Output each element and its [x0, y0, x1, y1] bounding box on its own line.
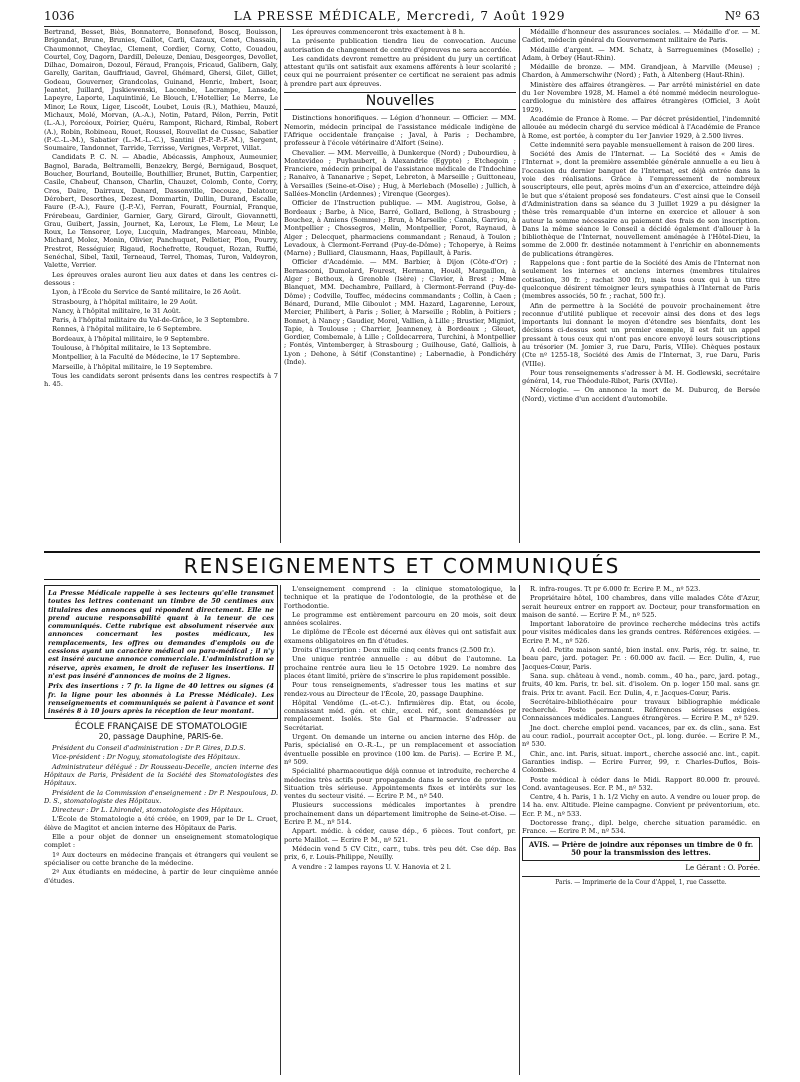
- exam-center: Lyon, à l'École du Service de Santé militaire, le 26 Août.: [52, 288, 241, 297]
- oral-intro: Les épreuves orales auront lieu aux dates et dans les centres ci-dessous :: [44, 270, 278, 287]
- intro-paragraph: Les épreuves commenceront très exactement à 8 h.: [292, 28, 466, 36]
- staff-line: Directeur : Dr L. Lhirondel, stomatologiste des Hôpitaux.: [52, 806, 244, 815]
- ad-paragraph: Pour tous renseignements, s'adresser tous les matins et sur rendez-vous au Directeur de l'École, 20, passage Dauphine.: [284, 681, 516, 698]
- section-heading-nouvelles: Nouvelles: [284, 92, 516, 110]
- notice-text: La Presse Médicale rappelle à ses lecteurs qu'elle transmet toutes les lettres contenant un timbre de 50 centimes aux titulaires des annonces qui répondent directement. Elle ne prend aucune responsabilité quant à la teneur de ces communiqués. Cette rubrique est absolument réservée aux annonces concernant les postes médicaux, les remplacements, les offres ou demandes d'emplois ou de cessions ayant un caractère médical ou para-médical ; il n'y est inséré aucune annonce commerciale. L'administration se réserve, après examen, le droit de refuser les insertions. Il n'est pas inséré d'annonces de moins de 2 lignes.: [48, 589, 274, 680]
- news-paragraph: Distinctions honorifiques. — Légion d'honneur. — Officier. — MM. Nemorin, médecin principal de l'assistance médicale indigène de l'Afrique occidentale française ; Javal, à Paris ; Dechambre, professeur à l'école vétérinaire d'Alfort (Seine).: [284, 114, 516, 148]
- ad-paragraph: Secrétaire-bibliothécaire pour travaux bibliographie médicale recherché. Poste permanent. Références sérieuses exigées. Connaissances médicales. Langues étrangères. — Ecrire P. M., nº 529.: [522, 697, 760, 723]
- column-divider: [280, 585, 281, 1075]
- news-paragraph: Médaille d'argent. — MM. Schatz, à Sarreguemines (Moselle) ; Adam, à Orbey (Haut-Rhin).: [522, 45, 760, 62]
- exam-center: Rennes, à l'hôpital militaire, le 6 Septembre.: [52, 325, 202, 334]
- ad-paragraph: Le programme est entièrement parcouru en 20 mois, soit deux années scolaires.: [284, 610, 516, 628]
- ad-paragraph: Une unique rentrée annuelle : au début de l'automne. La prochaine rentrée aura lieu le 15 Octobre 1929. Le nombre des places étant limité, prière de s'inscrire le plus rapidement possible.: [284, 655, 516, 680]
- staff-line: Vice-président : Dr Noguy, stomatologiste des Hôpitaux.: [52, 753, 241, 762]
- school-paragraph: 1º Aux docteurs en médecine français et étrangers qui veulent se spécialiser ou cette branche de la médecine.: [44, 850, 278, 867]
- news-paragraph: Officier d'Académie. — MM. Barbier, à Dijon (Côte-d'Or) ; Bernasconi, Dumolard, Fourest, Hermann, Houël, Margaillon, à Alger ; Bethoux, à Grenoble (Isère) ; Clavier, à Brest ; Mme Blanquet, MM. Dechambre, Paillard, à Clermont-Ferrand (Puy-de-Dôme) ; Codville, Touffec, médecins commandants ; Collin, à Caen ; Bénard, Durand, Mlle Giboulot ; MM. Hazard, Lagarenne, Leroux, Mercier, Philibert, à Paris ; Solier, à Marseille ; Roblin, à Poitiers ; Bonnet, à Nancy ; Gaudier, Morel, Vallien, à Lille ; Brustier, Migniot, Tapie, à Toulouse ; Charrier, Jeanneney, à Bordeaux ; Gleuet, Gordier, Combemale, à Lille ; Colldecarrera, Turchini, à Montpellier ; Fontés, Vintemberger, à Strasbourg ; Guilhouse, Gaté, Galliois, à Lyon ; Dehone, à Sétif (Constantine) ; Labernadie, à Pondichéry (Inde).: [284, 258, 516, 366]
- news-paragraph: Médaille de bronze. — MM. Grandjean, à Marville (Meuse) ; Chardon, à Ammerschwihr (Nord) ; Fath, à Altenberg (Haut-Rhin).: [522, 63, 760, 80]
- page-header: [44, 8, 760, 27]
- insertion-prices: Prix des insertions : 7 fr. la ligne de 40 lettres ou signes (4 fr. la ligne pour les abonnés à La Presse Médicale). Les renseignements et communiqués se paient à l'avance et sont insérés 8 à 10 jours après la réception de leur montant.: [48, 682, 274, 716]
- candidate-list-pcn: Candidats P. C. N. — Abadie, Abécassis, Amphoux, Aumeunier, Bagnol, Barada, Beltramelli, Benzekry, Bergé, Bernigaud, Bosquet, Boucher, Bourland, Bouteille, Bouthillier, Brunet, Buttin, Carpentier, Casile, Chabeuf, Chanson, Charlin, Chauzet, Colomb, Conte, Corry, Cros, Daire, Dairraux, Danard, Dassonville, Decouze, Delatour, Dérobert, Desorthes, Dezest, Dommartin, Dullin, Durand, Escalle, Faure (P.-A.), Faure (J.-P.-V.), Ferran, Fouratt, Fournial, Franque, Frérebeau, Gardinier, Garnier, Gary, Girard, Giroult, Giovannetti, Grau, Guibert, Jassin, Journet, Ka, Leroux, Le Flem, Le Meur, Le Roux, Le Tensorer, Loye, Lucquin, Madranges, Marceau, Minble, Michard, Molez, Monin, Olivier, Panchuquet, Pelletier, Plon, Pourry, Prestrot, Rességuier, Rigaud, Rochefrette, Rouquet, Rozan, Ruffié, Senéchal, Sibel, Taxil, Terneaud, Terrel, Thomas, Turon, Valdeyron, Valette, Verrier.: [44, 153, 278, 270]
- ad-paragraph: Le diplôme de l'École est décerné aux élèves qui ont satisfait aux examens obligatoires en fin d'études.: [284, 628, 516, 645]
- column-2: [284, 28, 516, 543]
- ad-paragraph: A céd. Petite maison santé, bien instal. env. Paris, rég. tr. saine, tr. beau parc, jard. potager. Pr. : 60.000 av. facil. — Ecr. Dulin, 4, rue Jacques-Cœur, Paris.: [522, 646, 760, 671]
- ad-paragraph: Poste médical à céder dans le Midi. Rapport 80.000 fr. prouvé. Cond. avantageuses. Ecr. P. M., nº 532.: [522, 775, 760, 792]
- column-divider: [519, 28, 520, 543]
- staff-line: Président du Conseil d'administration : Dr P. Gires, D.D.S.: [52, 744, 246, 753]
- intro-paragraph: Les candidats devront remettre au président du jury un certificat attestant qu'ils ont satisfait aux examens afférents à leur scolarité ; ceux qui ne pourraient présenter ce certificat ne seraient pas admis à prendre part aux épreuves.: [284, 54, 516, 88]
- ad-paragraph: Médecin vend 5 CV Citr., carr., tubs. très peu dét. Cse dép. Bas prix, 6, r. Louis-Philippe, Neuilly.: [284, 844, 516, 862]
- avis-box: AVIS. — Prière de joindre aux réponses un timbre de 0 fr. 50 pour la transmission des lettres.: [522, 837, 760, 862]
- journal-title: LA PRESSE MÉDICALE, Mercredi, 7 Août 1929: [233, 9, 566, 23]
- ad-paragraph: Important laboratoire de province recherche médecins très actifs pour visites médicales dans les grands centres. Références exigées. — Ecrire P. M., nº 526.: [522, 620, 760, 645]
- ad-paragraph: Hôpital Vendôme (L.-et-C.). Infirmières dip. État, ou école, connaissant méd. gén. et chir., excel. réf., sont demandées pr remplacement. Isolés. Ste Gal et Pharmacie. S'adresser au Secrétariat.: [284, 698, 516, 732]
- news-paragraph: Médaille d'honneur des assurances sociales. — Médaille d'or. — M. Cadiot, médecin général du Gouvernement militaire de Paris.: [522, 28, 760, 45]
- ad-paragraph: Sana. sup. château à vend., nomb. comm., 40 ha., parc, jard. potag., fruits, 40 km. Paris, tr. bel. sit. d'isolem. On p. loger 150 mal. sans gr. frais. Prix tr. avant. Facil. Ecr. Dulin, 4, r. Jacques-Cœur, Paris.: [522, 671, 760, 697]
- news-paragraph: Nécrologie. — On annonce la mort de M. Duburcq, de Bersée (Nord), victime d'un accident d'automobile.: [522, 386, 760, 403]
- column-divider: [519, 585, 520, 1075]
- exam-center: Toulouse, à l'hôpital militaire, le 13 Septembre.: [52, 343, 212, 352]
- issue-number: Nº 63: [724, 9, 760, 23]
- school-title: ÉCOLE FRANÇAISE DE STOMATOLOGIE: [74, 722, 248, 733]
- page-number: 1036: [44, 9, 75, 23]
- ad-paragraph: Appart. médic. à céder, cause dép., 6 pièces. Tout confort, pr. porte Maillot. — Ecrire P. M., nº 521.: [284, 827, 516, 844]
- news-paragraph: Société des Amis de l'Internat. — La Société des « Amis de l'Internat », dont la première assemblée générale annuelle a eu lieu à l'occasion du dernier banquet de l'Internat, est déjà entrée dans la voie des réalisations. Grâce à l'empressement de nombreux souscripteurs, elle peut, après moins d'un an d'exercice, atteindre déjà le but que s'étaient proposé ses fondateurs. C'est ainsi que le Conseil d'Administration dans sa séance du 3 Juillet 1929 a pu désigner la thèse très remarquable d'un interne en exercice et allouer à son auteur la somme nécessaire au paiement des frais de son inscription. Dans la même séance le Conseil a décidé également d'allouer à la bibliothèque de l'Internat, nouvellement aménagée à l'Hôtel-Dieu, la somme de 2.000 fr. destinée notamment à l'enrichir en abonnements de publications étrangères.: [522, 150, 760, 258]
- news-paragraph: Ministère des affaires étrangères. — Par arrêté ministériel en date du 1er Novembre 1928, M. Hamel a été nommé médecin neurologue-cardiologue du ministère des affaires étrangères (Officiel, 3 Août 1929).: [522, 80, 760, 114]
- news-paragraph: Académie de France à Rome. — Par décret présidentiel, l'indemnité allouée au médecin chargé du service médical à l'Académie de France à Rome, est portée, à compter du 1er Janvier 1929, à 2.500 livres.: [522, 114, 760, 140]
- school-paragraph: L'École de Stomatologie a été créée, en 1909, par le Dr L. Cruet, élève de Magitot et ancien interne des Hôpitaux de Paris.: [44, 815, 278, 832]
- column-4: [44, 585, 278, 1075]
- ad-paragraph: R. infra-rouges. Tt pr 6.000 fr. Ecrire P. M., nº 523.: [530, 585, 701, 593]
- ad-paragraph: A vendre : 2 lampes rayons U. V. Hanovia et 2 l.: [292, 862, 451, 871]
- printer-line: Paris. — Imprimerie de la Cour d'Appel, 1, rue Cassette.: [522, 876, 760, 887]
- news-paragraph: Rappelons que : font partie de la Société des Amis de l'Internat non seulement les internes et anciens internes (membres titulaires cotisation, 30 fr. ; rachat 300 fr.), mais tous ceux qui à un titre quelconque désirent témoigner leurs sympathies à l'Internat de Paris (membres associés, 50 fr. ; rachat, 500 fr.).: [522, 259, 760, 301]
- ad-paragraph: Droits d'inscription : Deux mille cinq cents francs (2.500 fr.).: [292, 646, 496, 655]
- column-6: [522, 585, 760, 1075]
- school-address: 20, passage Dauphine, PARIS-6e.: [98, 731, 224, 741]
- news-paragraph: Cette indemnité sera payable mensuellement à raison de 200 lires.: [530, 140, 755, 149]
- ad-paragraph: Chir., anc. int. Paris, situat. import., cherche associé anc. int., capit. Garanties indisp. — Ecrire Furrer, 99, r. Charles-Duflos, Bois-Colombes.: [522, 749, 760, 775]
- ad-paragraph: L'enseignement comprend : la clinique stomatologique, la technique et la pratique de l'odontologie, de la prothèse et de l'orthodontie.: [284, 585, 516, 610]
- news-paragraph: Afin de permettre à la Société de pouvoir prochainement être reconnue d'utilité publique et recevoir ainsi des dons et des legs importants lui donnant le moyen d'étendre ses bienfaits, dont les décisions ci-dessus sont un premier exemple, il est fait un appel pressant à tous ceux qui n'ont pas encore envoyé leurs souscriptions au trésorier (M. Jomier 3, rue Daru, Paris, VIIIe). Chèques postaux (Cte nº 1255-18, Société des Amis de l'Internat, 3, rue Daru, Paris (VIIIe).: [522, 301, 760, 368]
- ad-paragraph: Centre, 4 h. Paris, 1 h. 1/2 Vichy en auto. A vendre ou louer prop. de 14 ha. env. Altitude. Pleine campagne. Convient pr préventorium, etc. Ecr. P. M., nº 533.: [522, 793, 760, 818]
- exam-center: Bordeaux, à l'hôpital militaire, le 9 Septembre.: [52, 334, 210, 343]
- ad-paragraph: Doctoresse franç., dipl. belge, cherche situation paramédic. en France. — Ecrire P. M., nº 534.: [522, 819, 760, 836]
- exam-center: Montpellier, à la Faculté de Médecine, le 17 Septembre.: [52, 353, 241, 362]
- ad-paragraph: Urgent. On demande un interne ou ancien interne des Hôp. de Paris, spécialisé en O.-R.-L., pr un remplacement et association éventuelle possible en province (100 km. de Paris). — Ecrire P. M., nº 509.: [284, 733, 516, 766]
- exam-center: Nancy, à l'hôpital militaire, le 31 Août.: [52, 306, 181, 315]
- candidate-list: Bertrand, Besset, Biès, Bonnaterre, Bonnefond, Boscq, Bouisson, Brigandat, Brune, Brunies, Caillot, Carli, Cazaux, Cenet, Chassain, Chaumonnot, Cheylac, Clement, Cordier, Corny, Cotto, Couadou, Courtel, Coy, Dagorn, Dardill, Deleuze, Deniau, Desgeorges, Devollet, Dilhac, Domairon, Dozoul, Féraud, François, Fricaud, Galibern, Galy, Garelly, Garitan, Gauffriaud, Gavrel, Ghémard, Ghersi, Gilet, Gillet, Godeau, Gouverner, Grandcolas, Guinand, Henric, Imbert, Isoar, Jeantet, Juillard, Juskiewenski, Lacombe, Lacrampe, Lansade, Lapeyre, Laporte, Laquintinié, Le Blouch, L'Hotellier, Le Merre, Le Minor, Le Roux, Liger, Liscoët, Loubet, Louis (R.), Mathieu, Mauzé, Michaux, Molé, Morvan, (A.-A.), Notin, Patard, Pélon, Perrin, Petit (L.-A.), Porcéoux, Poirier, Quéru, Rampont, Richard, Rimbal, Robert (A.), Robin, Robineau, Rouet, Roussel, Rouvellat de Cussac, Sabatier (P.-C.-L.-M.), Sabatier (L.-M.-L.-C.), Santini (P.-P.-P.-F.-M.), Sergent, Soumaire, Tandonnet, Tarride, Terrisse, Verignes, Verpret, Villat.: [44, 28, 278, 153]
- exam-center: Strasbourg, à l'hôpital militaire, le 29 Août.: [52, 297, 198, 306]
- ad-paragraph: Propriétaire hôtel, 100 chambres, dans ville malades Côte d'Azur, serait heureux entrer en rapport av. Docteur, pour transformation en maison de santé. — Ecrire P. M., nº 525.: [522, 594, 760, 619]
- gerant-line: Le Gérant : O. Porée.: [685, 864, 760, 873]
- ad-paragraph: Plusieurs successions médicales importantes à prendre prochainement dans un département limitrophe de Seine-et-Oise. — Ecrire P. M., nº 514.: [284, 801, 516, 827]
- school-paragraph: Elle a pour objet de donner un enseignement stomatologique complet :: [44, 833, 278, 850]
- column-1: [44, 28, 278, 543]
- column-5: [284, 585, 516, 1075]
- ad-paragraph: Jne doct. cherche emploi pend. vacances, par ex. ds clin., sana. Est au cour. radiol., pourrait accepter Oct., pl. long. durée. — Ecrire P. M., nº 530.: [522, 723, 760, 749]
- column-divider: [280, 28, 281, 543]
- section-heading-renseignements: RENSEIGNEMENTS ET COMMUNIQUÉS: [44, 551, 760, 580]
- column-3: [522, 28, 760, 543]
- news-paragraph: Chevalier. — MM. Merveille, à Dunkerque (Nord) ; Dubourdieu, à Montevideo ; Puyhaubert, à Alexandrie (Egypte) ; Etchegoin ; Franciere, médecin principal de l'assistance médicale de l'Indochine ; Ranaivo, à Tananarive ; Sepet, Lebreton, à Marseille ; Guittoneau, à Versailles (Seine-et-Oise) ; Hug, à Merlebach (Moselle) ; Jullich, à Sallées-Monclin (Ardennes) ; Virenque (Georges).: [284, 148, 516, 199]
- notice-box: [44, 585, 278, 719]
- news-paragraph: Officier de l'Instruction publique. — MM. Augistrou, Golse, à Bordeaux ; Barbe, à Nice, Barré, Gollard, Bellong, à Strasbourg ; Bouchez, à Amiens (Somme) ; Brun, à Marseille ; Canals, Garriou, à Montpellier ; Chossegros, Melin, Montpellier, Porot, Raynaud, à Alger ; Delecquet, pharmaciens commandant ; Renaud, à Toulon ; Levadoux, à Clermont-Ferrand (Puy-de-Dôme) ; Tchoperye, à Reims (Marne) ; Bulliard, Clausmann, Haas, Papillault, à Paris.: [284, 199, 516, 258]
- ad-paragraph: Spécialité pharmaceutique déjà connue et introduite, recherche 4 médecins très actifs pour propagande dans le service de province. Situation très sérieuse. Appointements fixes et intérêts sur les ventes du secteur visité. — Ecrire P. M., nº 540.: [284, 767, 516, 801]
- exam-center: Paris, à l'hôpital militaire du Val-de-Grâce, le 3 Septembre.: [52, 316, 250, 325]
- news-paragraph: Pour tous renseignements s'adresser à M. H. Godlewski, secrétaire général, 14, rue Théodule-Ribot, Paris (XVIIe).: [522, 368, 760, 386]
- intro-paragraph: La présente publication tiendra lieu de convocation. Aucune autorisation de changement de centre d'épreuves ne sera accordée.: [284, 37, 516, 54]
- exam-note: Tous les candidats seront présents dans les centres respectifs à 7 h. 45.: [44, 371, 278, 389]
- staff-line: Président de la Commission d'enseignement : Dr P. Nespoulous, D. D. S., stomatologiste des Hôpitaux.: [44, 788, 278, 805]
- school-paragraph: 2º Aux étudiants en médecine, à partir de leur cinquième année d'études.: [44, 868, 278, 885]
- staff-line: Administrateur délégué : Dr Rousseau-Decelle, ancien interne des Hôpitaux de Paris, Président de la Société des Stomatologistes des Hôpitaux.: [44, 762, 278, 788]
- exam-center: Marseille, à l'hôpital militaire, le 19 Septembre.: [52, 362, 213, 371]
